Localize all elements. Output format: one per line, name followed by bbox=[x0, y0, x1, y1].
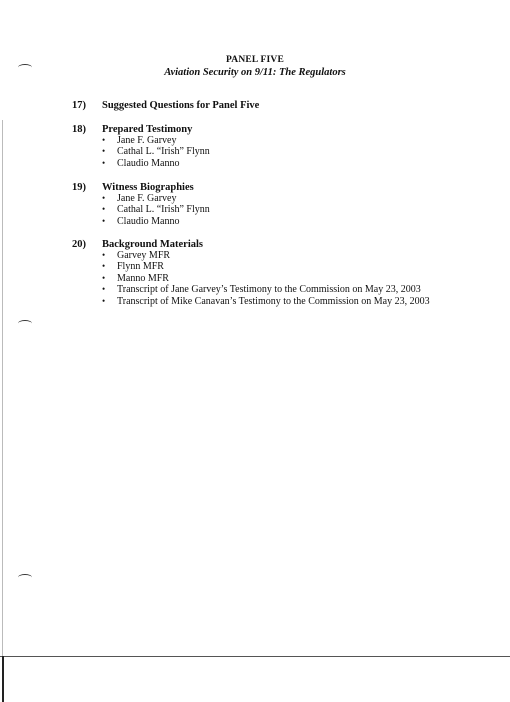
list-item-text: Cathal L. “Irish” Flynn bbox=[117, 146, 210, 158]
section-title: Prepared Testimony bbox=[102, 124, 193, 135]
list-item-text: Transcript of Jane Garvey’s Testimony to the Commission on May 23, 2003 bbox=[117, 284, 421, 296]
section-number: 20) bbox=[72, 239, 86, 250]
section-20 bbox=[72, 239, 492, 307]
list-item bbox=[102, 261, 492, 272]
list-item bbox=[102, 273, 492, 284]
list-item-text: Flynn MFR bbox=[117, 261, 164, 273]
list-item bbox=[102, 158, 492, 169]
section-number: 19) bbox=[72, 182, 86, 193]
section-title: Suggested Questions for Panel Five bbox=[102, 100, 260, 111]
list-item bbox=[102, 146, 492, 157]
list-item bbox=[102, 284, 492, 295]
section-17 bbox=[72, 100, 492, 111]
list-item bbox=[102, 296, 492, 307]
binder-hole-mark-middle bbox=[18, 320, 32, 327]
binder-hole-mark-bottom bbox=[18, 574, 32, 581]
bullet-icon: • bbox=[102, 215, 106, 226]
item-list bbox=[72, 193, 492, 227]
list-item-text: Jane F. Garvey bbox=[117, 135, 177, 146]
list-item bbox=[102, 135, 492, 146]
section-19 bbox=[72, 182, 492, 227]
section-18 bbox=[72, 124, 492, 169]
list-item-text: Transcript of Mike Canavan’s Testimony to the Commission on May 23, 2003 bbox=[117, 295, 430, 307]
bullet-icon: • bbox=[102, 157, 106, 168]
list-item bbox=[102, 250, 492, 261]
panel-title: PANEL FIVE bbox=[225, 55, 285, 65]
item-list bbox=[72, 135, 492, 169]
bullet-icon: • bbox=[102, 284, 106, 295]
list-item-text: Manno MFR bbox=[117, 272, 169, 284]
panel-subtitle: Aviation Security on 9/11: The Regulators bbox=[164, 67, 346, 78]
item-list bbox=[72, 250, 492, 307]
bullet-icon: • bbox=[102, 295, 106, 306]
list-item bbox=[102, 193, 492, 204]
list-item-text: Garvey MFR bbox=[117, 250, 171, 261]
list-item bbox=[102, 216, 492, 227]
list-item bbox=[102, 204, 492, 215]
bullet-icon: • bbox=[102, 250, 106, 260]
bullet-icon: • bbox=[102, 135, 106, 145]
list-item-text: Claudio Manno bbox=[117, 215, 180, 227]
bullet-icon: • bbox=[102, 261, 106, 272]
section-number: 17) bbox=[72, 100, 86, 111]
bullet-icon: • bbox=[102, 272, 106, 283]
bullet-icon: • bbox=[102, 204, 106, 215]
section-title: Background Materials bbox=[102, 239, 204, 250]
bottom-scan-rule bbox=[0, 656, 510, 657]
scan-edge-line bbox=[2, 120, 3, 702]
list-item-text: Cathal L. “Irish” Flynn bbox=[117, 204, 210, 216]
bottom-left-scan-edge bbox=[2, 656, 4, 702]
section-title: Witness Biographies bbox=[102, 182, 194, 193]
list-item-text: Claudio Manno bbox=[117, 157, 180, 169]
bullet-icon: • bbox=[102, 193, 106, 203]
section-number: 18) bbox=[72, 124, 86, 135]
bullet-icon: • bbox=[102, 146, 106, 157]
list-item-text: Jane F. Garvey bbox=[117, 193, 177, 204]
